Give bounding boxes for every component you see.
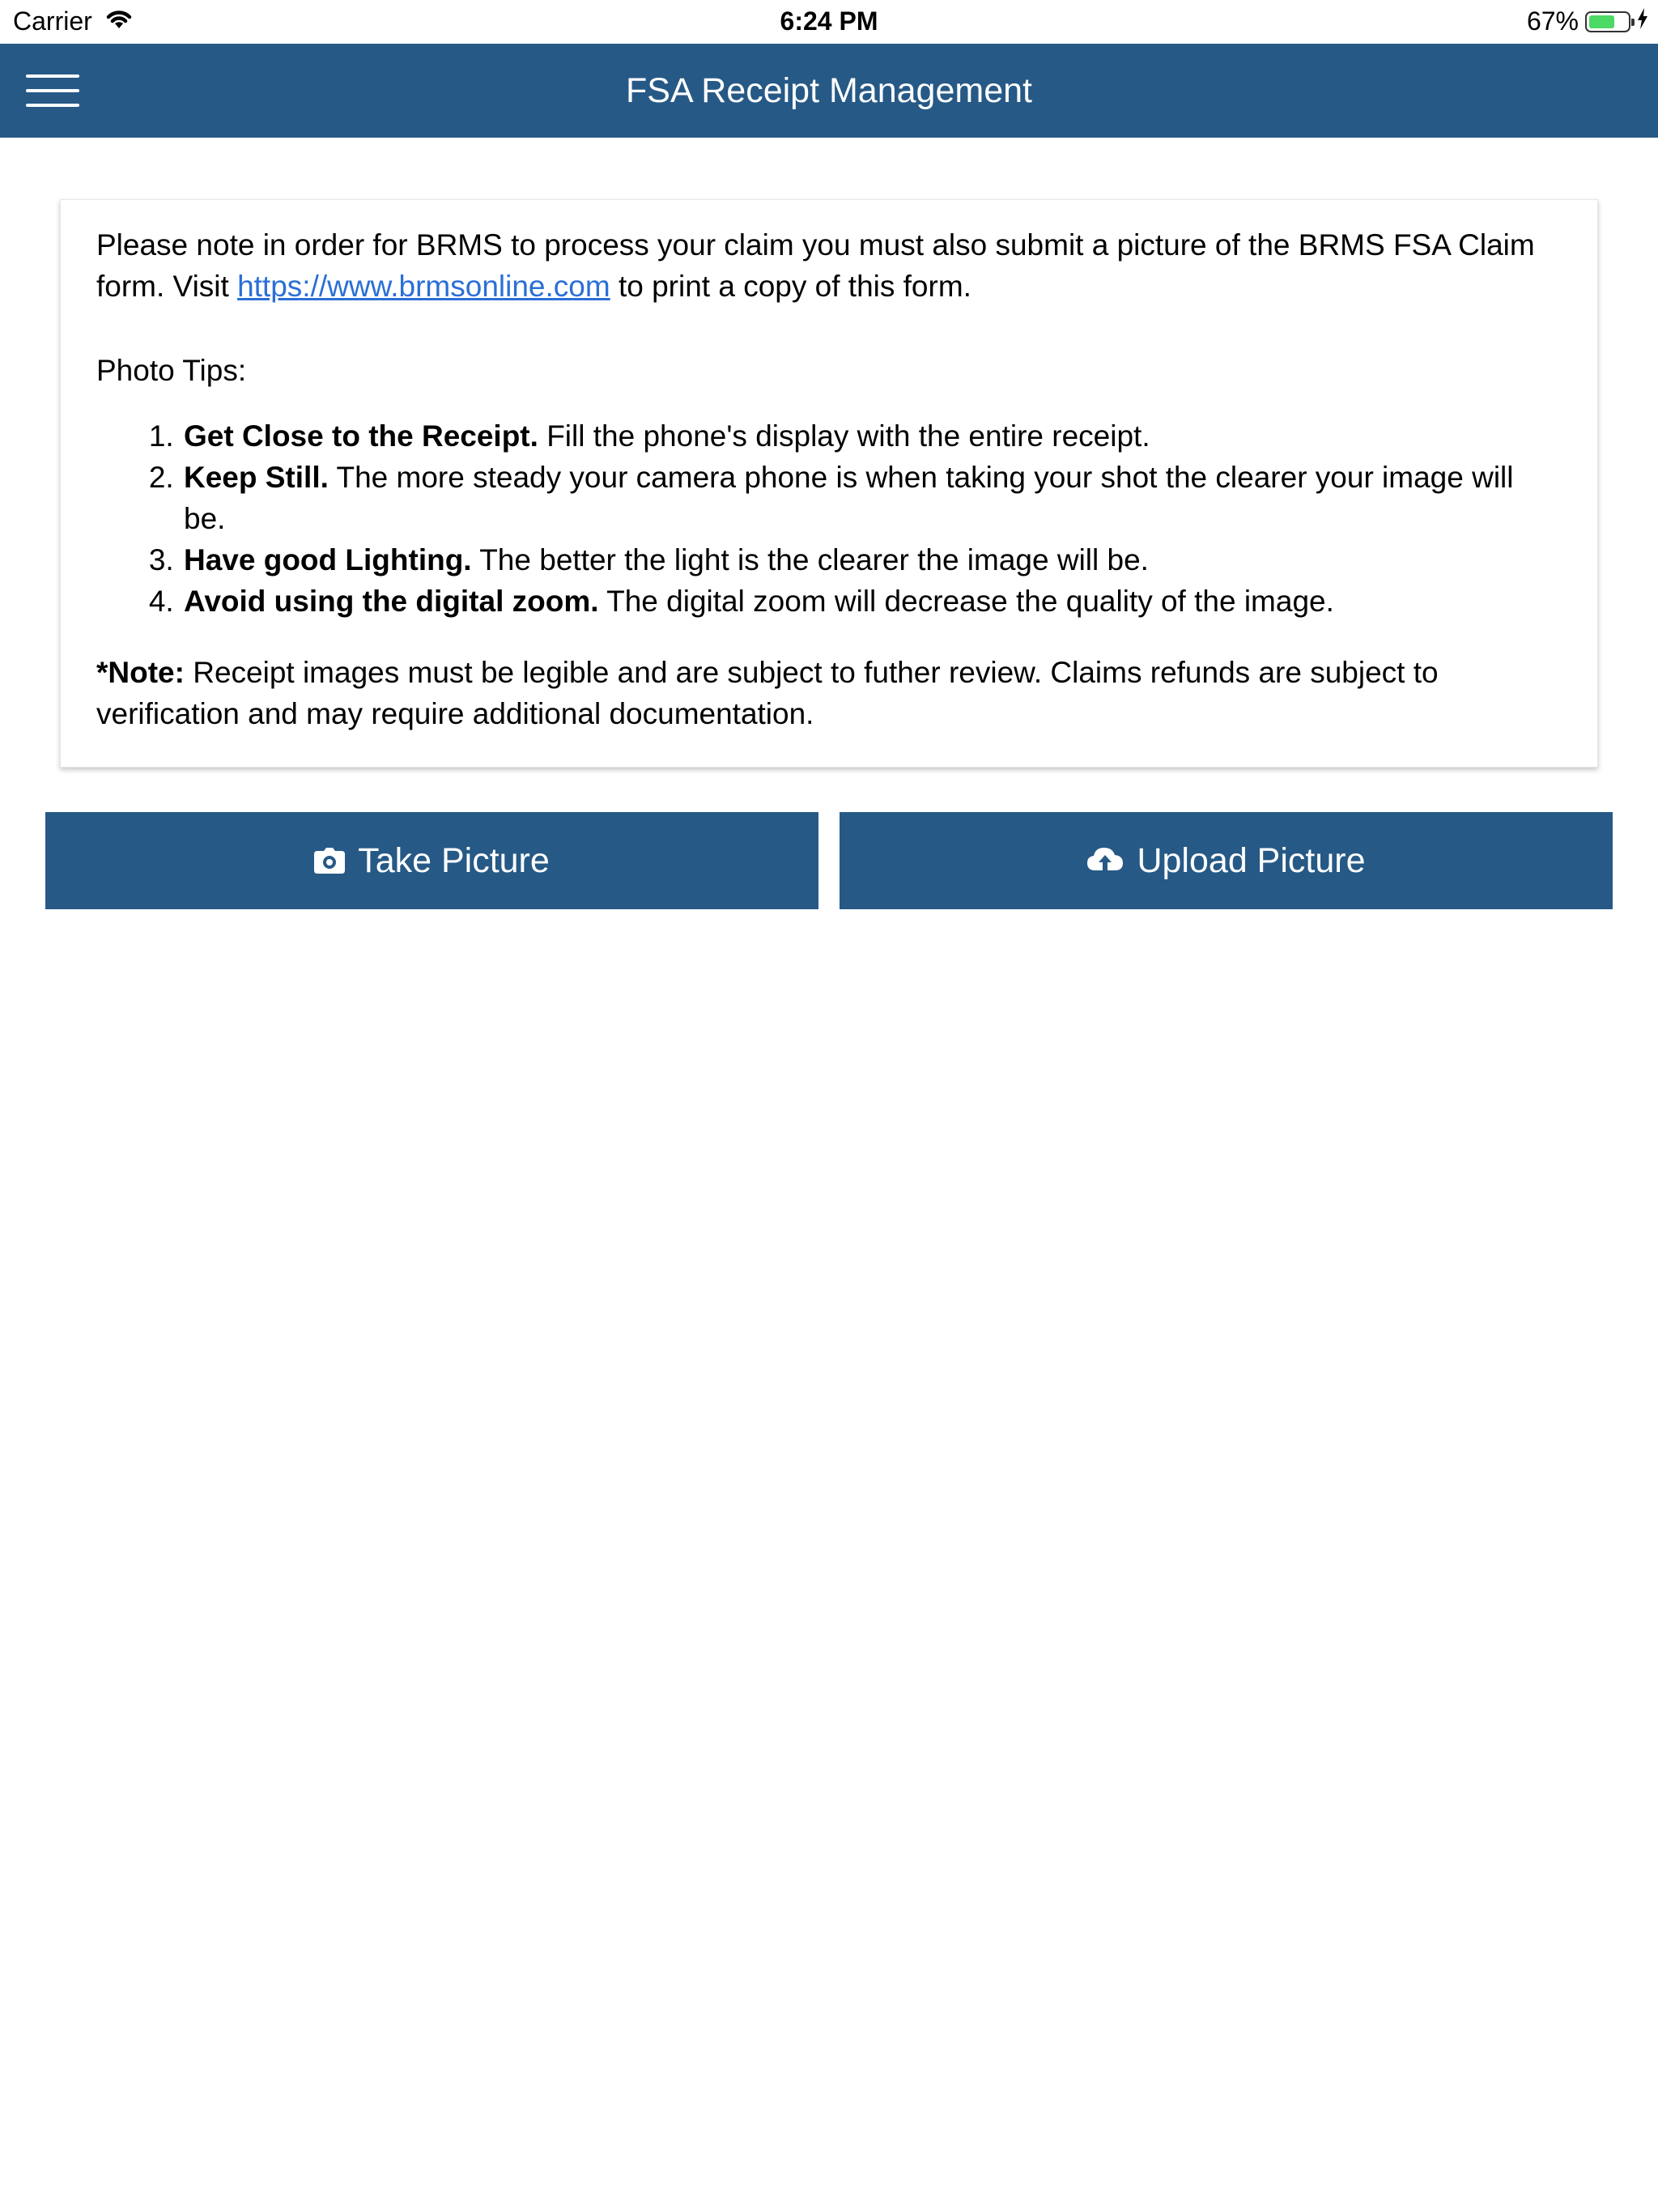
- tip-item: [182, 581, 1562, 622]
- camera-icon: [314, 848, 345, 874]
- note-text: [96, 652, 1562, 734]
- photo-tips-list: [96, 415, 1562, 622]
- status-time: 6:24 PM: [780, 6, 878, 36]
- upload-picture-button[interactable]: [840, 812, 1613, 909]
- upload-picture-label: Upload Picture: [1137, 840, 1366, 880]
- tip-item: [182, 415, 1562, 457]
- info-card: [60, 199, 1598, 768]
- tip-item: [182, 539, 1562, 581]
- brms-website-link[interactable]: https://www.brmsonline.com: [237, 270, 610, 303]
- tip-text: The better the light is the clearer the image will be.: [471, 543, 1149, 576]
- tip-title: Have good Lighting.: [184, 543, 472, 576]
- status-bar: [0, 0, 1658, 44]
- battery-icon: [1585, 11, 1630, 32]
- tip-item: [182, 457, 1562, 539]
- note-label: *Note:: [96, 656, 185, 689]
- status-right: [1527, 6, 1648, 36]
- battery-percent: 67%: [1526, 6, 1579, 36]
- intro-text: [96, 224, 1562, 307]
- note-body: Receipt images must be legible and are subject to futher review. Claims refunds are subject to verification and may require additional documentation.: [96, 656, 1439, 730]
- page-title: FSA Receipt Management: [626, 71, 1032, 110]
- carrier-label: Carrier: [13, 6, 92, 36]
- intro-before-link: Please note in order for BRMS to process your claim you must also submit a picture of the BRMS FSA Claim form. Visit: [96, 228, 1535, 303]
- tip-title: Keep Still.: [184, 461, 329, 494]
- take-picture-button[interactable]: [45, 812, 818, 909]
- charging-bolt-icon: [1637, 6, 1648, 36]
- tip-text: Fill the phone's display with the entire receipt.: [538, 419, 1150, 453]
- take-picture-label: Take Picture: [358, 840, 550, 880]
- tip-title: Avoid using the digital zoom.: [184, 585, 599, 618]
- intro-after-link: to print a copy of this form.: [610, 270, 971, 303]
- battery-fill: [1589, 15, 1614, 28]
- nav-bar: [0, 44, 1658, 138]
- tip-text: The digital zoom will decrease the quality of the image.: [598, 585, 1334, 618]
- tip-title: Get Close to the Receipt.: [184, 419, 538, 453]
- cloud-upload-icon: [1086, 846, 1124, 875]
- tip-text: The more steady your camera phone is when taking your shot the clearer your image will be.: [184, 461, 1514, 535]
- photo-tips-heading: Photo Tips:: [96, 354, 247, 387]
